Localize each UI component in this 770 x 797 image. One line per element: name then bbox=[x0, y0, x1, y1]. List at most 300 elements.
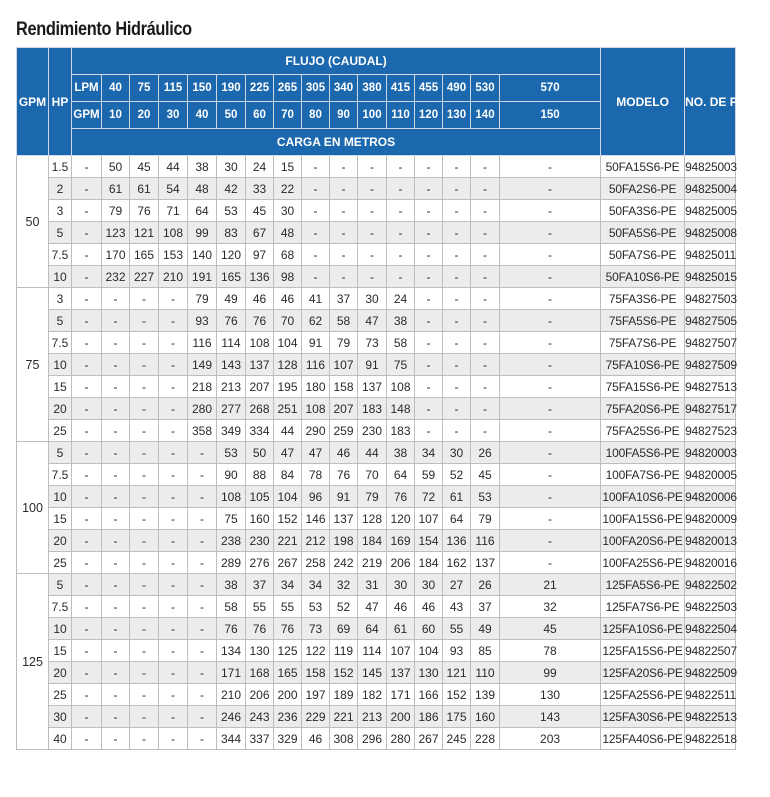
lpm-cell: - bbox=[72, 684, 102, 706]
head-value-cell: 46 bbox=[246, 288, 274, 310]
head-value-cell: 37 bbox=[330, 288, 358, 310]
head-value-cell: 37 bbox=[471, 596, 500, 618]
head-value-cell: 88 bbox=[246, 464, 274, 486]
head-value-cell: 70 bbox=[274, 310, 302, 332]
head-value-cell: 73 bbox=[302, 618, 330, 640]
head-value-cell: - bbox=[188, 728, 217, 750]
head-value-cell: 64 bbox=[188, 200, 217, 222]
head-value-cell: - bbox=[443, 244, 471, 266]
model-cell: 100FA20S6-PE bbox=[601, 530, 685, 552]
model-cell: 75FA10S6-PE bbox=[601, 354, 685, 376]
head-value-cell: 22 bbox=[274, 178, 302, 200]
head-value-cell: 46 bbox=[274, 288, 302, 310]
head-value-cell: 110 bbox=[471, 662, 500, 684]
head-value-cell: - bbox=[415, 222, 443, 244]
head-value-cell: 15 bbox=[274, 156, 302, 178]
head-value-cell: - bbox=[130, 420, 159, 442]
head-value-cell: 76 bbox=[330, 464, 358, 486]
model-cell: 125FA10S6-PE bbox=[601, 618, 685, 640]
head-value-cell: - bbox=[500, 310, 601, 332]
table-row bbox=[17, 178, 736, 200]
head-value-cell: 218 bbox=[188, 376, 217, 398]
head-value-cell: 55 bbox=[274, 596, 302, 618]
model-cell: 75FA3S6-PE bbox=[601, 288, 685, 310]
head-value-cell: - bbox=[330, 178, 358, 200]
hp-cell: 20 bbox=[49, 530, 72, 552]
hp-cell: 5 bbox=[49, 574, 72, 596]
head-value-cell: 32 bbox=[500, 596, 601, 618]
head-value-cell: - bbox=[130, 332, 159, 354]
lpm-cell: - bbox=[72, 420, 102, 442]
part-number-cell: 94822502 bbox=[685, 574, 736, 596]
head-value-cell: 136 bbox=[443, 530, 471, 552]
head-value-cell: - bbox=[130, 310, 159, 332]
lpm-cell: - bbox=[72, 288, 102, 310]
head-value-cell: 165 bbox=[274, 662, 302, 684]
model-cell: 50FA15S6-PE bbox=[601, 156, 685, 178]
part-number-cell: 94827517 bbox=[685, 398, 736, 420]
head-value-cell: 98 bbox=[274, 266, 302, 288]
head-value-cell: 171 bbox=[387, 684, 415, 706]
head-value-cell: 104 bbox=[415, 640, 443, 662]
table-row bbox=[17, 288, 736, 310]
head-value-cell: - bbox=[330, 266, 358, 288]
table-row bbox=[17, 332, 736, 354]
head-value-cell: - bbox=[471, 200, 500, 222]
head-value-cell: 107 bbox=[387, 640, 415, 662]
head-value-cell: 47 bbox=[358, 596, 387, 618]
head-value-cell: 349 bbox=[217, 420, 246, 442]
head-value-cell: - bbox=[188, 464, 217, 486]
head-value-cell: - bbox=[159, 552, 188, 574]
part-number-cell: 94822518 bbox=[685, 728, 736, 750]
model-cell: 100FA15S6-PE bbox=[601, 508, 685, 530]
head-value-cell: - bbox=[188, 530, 217, 552]
part-number-cell: 94822511 bbox=[685, 684, 736, 706]
part-number-cell: 94820013 bbox=[685, 530, 736, 552]
head-value-cell: - bbox=[415, 332, 443, 354]
gpm-value-header: 70 bbox=[274, 102, 302, 129]
head-value-cell: - bbox=[500, 530, 601, 552]
head-value-cell: 160 bbox=[246, 508, 274, 530]
head-value-cell: 64 bbox=[358, 618, 387, 640]
model-cell: 50FA5S6-PE bbox=[601, 222, 685, 244]
head-value-cell: - bbox=[387, 244, 415, 266]
model-cell: 100FA5S6-PE bbox=[601, 442, 685, 464]
head-value-cell: 91 bbox=[302, 332, 330, 354]
part-number-cell: 94825004 bbox=[685, 178, 736, 200]
head-value-cell: 116 bbox=[302, 354, 330, 376]
head-value-cell: - bbox=[102, 684, 130, 706]
gpm-group-cell: 125 bbox=[17, 574, 49, 750]
head-value-cell: 46 bbox=[387, 596, 415, 618]
lpm-value-header: 380 bbox=[358, 75, 387, 102]
lpm-cell: - bbox=[72, 728, 102, 750]
head-value-cell: 90 bbox=[217, 464, 246, 486]
head-value-cell: 91 bbox=[358, 354, 387, 376]
head-value-cell: - bbox=[102, 420, 130, 442]
hp-cell: 25 bbox=[49, 684, 72, 706]
head-value-cell: - bbox=[130, 552, 159, 574]
head-value-cell: 143 bbox=[217, 354, 246, 376]
lpm-cell: - bbox=[72, 706, 102, 728]
head-value-cell: 60 bbox=[415, 618, 443, 640]
head-value-cell: - bbox=[130, 618, 159, 640]
head-header: CARGA EN METROS bbox=[72, 129, 601, 156]
head-value-cell: - bbox=[102, 728, 130, 750]
head-value-cell: - bbox=[188, 640, 217, 662]
head-value-cell: 96 bbox=[302, 486, 330, 508]
head-value-cell: - bbox=[330, 156, 358, 178]
lpm-cell: - bbox=[72, 640, 102, 662]
head-value-cell: - bbox=[130, 442, 159, 464]
table-row bbox=[17, 156, 736, 178]
head-value-cell: - bbox=[302, 156, 330, 178]
head-value-cell: - bbox=[415, 266, 443, 288]
head-value-cell: - bbox=[159, 508, 188, 530]
head-value-cell: - bbox=[500, 442, 601, 464]
head-value-cell: - bbox=[387, 178, 415, 200]
model-cell: 125FA30S6-PE bbox=[601, 706, 685, 728]
head-value-cell: 139 bbox=[471, 684, 500, 706]
gpm-value-header: 20 bbox=[130, 102, 159, 129]
head-value-cell: 125 bbox=[274, 640, 302, 662]
head-value-cell: 158 bbox=[330, 376, 358, 398]
head-value-cell: 45 bbox=[246, 200, 274, 222]
head-value-cell: 206 bbox=[246, 684, 274, 706]
head-value-cell: 122 bbox=[302, 640, 330, 662]
head-value-cell: 47 bbox=[274, 442, 302, 464]
part-number-cell: 94822507 bbox=[685, 640, 736, 662]
part-number-cell: 94822504 bbox=[685, 618, 736, 640]
hp-cell: 3 bbox=[49, 200, 72, 222]
head-value-cell: 30 bbox=[217, 156, 246, 178]
head-value-cell: - bbox=[415, 200, 443, 222]
lpm-cell: - bbox=[72, 508, 102, 530]
head-value-cell: 49 bbox=[217, 288, 246, 310]
hp-cell: 7.5 bbox=[49, 332, 72, 354]
head-value-cell: - bbox=[500, 376, 601, 398]
head-value-cell: 280 bbox=[188, 398, 217, 420]
head-value-cell: 50 bbox=[246, 442, 274, 464]
head-value-cell: 75 bbox=[387, 354, 415, 376]
lpm-cell: - bbox=[72, 398, 102, 420]
head-value-cell: - bbox=[500, 420, 601, 442]
table-row bbox=[17, 398, 736, 420]
head-value-cell: - bbox=[471, 288, 500, 310]
head-value-cell: - bbox=[159, 640, 188, 662]
head-value-cell: 276 bbox=[246, 552, 274, 574]
lpm-cell: - bbox=[72, 222, 102, 244]
head-value-cell: - bbox=[188, 618, 217, 640]
head-value-cell: 337 bbox=[246, 728, 274, 750]
head-value-cell: 30 bbox=[358, 288, 387, 310]
lpm-cell: - bbox=[72, 574, 102, 596]
gpm-group-cell: 100 bbox=[17, 442, 49, 574]
head-value-cell: 26 bbox=[471, 442, 500, 464]
head-value-cell: 116 bbox=[471, 530, 500, 552]
hp-cell: 40 bbox=[49, 728, 72, 750]
model-cell: 75FA7S6-PE bbox=[601, 332, 685, 354]
head-value-cell: 53 bbox=[217, 442, 246, 464]
head-value-cell: - bbox=[415, 156, 443, 178]
lpm-cell: - bbox=[72, 354, 102, 376]
table-row bbox=[17, 552, 736, 574]
head-value-cell: 45 bbox=[130, 156, 159, 178]
gpm-value-header: 100 bbox=[358, 102, 387, 129]
head-value-cell: 62 bbox=[302, 310, 330, 332]
head-value-cell: - bbox=[500, 178, 601, 200]
lpm-value-header: 225 bbox=[246, 75, 274, 102]
hp-cell: 10 bbox=[49, 354, 72, 376]
head-value-cell: - bbox=[130, 728, 159, 750]
model-cell: 75FA5S6-PE bbox=[601, 310, 685, 332]
part-number-cell: 94825011 bbox=[685, 244, 736, 266]
head-value-cell: 91 bbox=[330, 486, 358, 508]
head-value-cell: 108 bbox=[302, 398, 330, 420]
head-value-cell: - bbox=[188, 662, 217, 684]
head-value-cell: 290 bbox=[302, 420, 330, 442]
head-value-cell: 137 bbox=[387, 662, 415, 684]
head-value-cell: 197 bbox=[302, 684, 330, 706]
model-cell: 75FA20S6-PE bbox=[601, 398, 685, 420]
part-number-cell: 94820006 bbox=[685, 486, 736, 508]
head-value-cell: 182 bbox=[358, 684, 387, 706]
hp-cell: 20 bbox=[49, 398, 72, 420]
lpm-value-header: 75 bbox=[130, 75, 159, 102]
lpm-value-header: 40 bbox=[102, 75, 130, 102]
head-value-cell: 76 bbox=[246, 310, 274, 332]
lpm-cell: - bbox=[72, 442, 102, 464]
model-cell: 75FA15S6-PE bbox=[601, 376, 685, 398]
head-value-cell: 243 bbox=[246, 706, 274, 728]
head-value-cell: 58 bbox=[217, 596, 246, 618]
hp-cell: 25 bbox=[49, 420, 72, 442]
head-value-cell: 189 bbox=[330, 684, 358, 706]
head-value-cell: 128 bbox=[274, 354, 302, 376]
part-number-cell: 94822503 bbox=[685, 596, 736, 618]
head-value-cell: 140 bbox=[188, 244, 217, 266]
head-value-cell: 48 bbox=[188, 178, 217, 200]
head-value-cell: - bbox=[471, 266, 500, 288]
lpm-value-header: 490 bbox=[443, 75, 471, 102]
head-value-cell: 168 bbox=[246, 662, 274, 684]
lpm-cell: - bbox=[72, 662, 102, 684]
head-value-cell: - bbox=[443, 420, 471, 442]
head-value-cell: 61 bbox=[130, 178, 159, 200]
head-value-cell: 171 bbox=[217, 662, 246, 684]
head-value-cell: 158 bbox=[302, 662, 330, 684]
gpm-value-header: 130 bbox=[443, 102, 471, 129]
head-value-cell: 198 bbox=[330, 530, 358, 552]
head-value-cell: - bbox=[358, 222, 387, 244]
head-value-cell: - bbox=[500, 244, 601, 266]
head-value-cell: 75 bbox=[217, 508, 246, 530]
head-value-cell: - bbox=[159, 486, 188, 508]
lpm-value-header: 340 bbox=[330, 75, 358, 102]
head-value-cell: - bbox=[188, 442, 217, 464]
head-value-cell: 76 bbox=[246, 618, 274, 640]
head-value-cell: 44 bbox=[358, 442, 387, 464]
head-value-cell: 79 bbox=[188, 288, 217, 310]
model-cell: 125FA20S6-PE bbox=[601, 662, 685, 684]
head-value-cell: - bbox=[330, 244, 358, 266]
head-value-cell: - bbox=[358, 156, 387, 178]
head-value-cell: 183 bbox=[358, 398, 387, 420]
head-value-cell: - bbox=[159, 684, 188, 706]
table-row bbox=[17, 728, 736, 750]
head-value-cell: - bbox=[387, 222, 415, 244]
head-value-cell: - bbox=[500, 156, 601, 178]
head-value-cell: 213 bbox=[358, 706, 387, 728]
table-row bbox=[17, 574, 736, 596]
table-body bbox=[17, 156, 736, 750]
head-value-cell: - bbox=[159, 310, 188, 332]
head-value-cell: 183 bbox=[387, 420, 415, 442]
table-row bbox=[17, 266, 736, 288]
head-value-cell: 166 bbox=[415, 684, 443, 706]
head-value-cell: - bbox=[102, 574, 130, 596]
model-cell: 125FA7S6-PE bbox=[601, 596, 685, 618]
hp-cell: 30 bbox=[49, 706, 72, 728]
head-value-cell: 30 bbox=[415, 574, 443, 596]
head-value-cell: - bbox=[358, 244, 387, 266]
head-value-cell: - bbox=[302, 200, 330, 222]
head-value-cell: 137 bbox=[330, 508, 358, 530]
gpm-value-header: 150 bbox=[500, 102, 601, 129]
head-value-cell: 71 bbox=[159, 200, 188, 222]
lpm-cell: - bbox=[72, 266, 102, 288]
part-number-cell: 94825015 bbox=[685, 266, 736, 288]
part-number-cell: 94820016 bbox=[685, 552, 736, 574]
head-value-cell: 50 bbox=[102, 156, 130, 178]
head-value-cell: 37 bbox=[246, 574, 274, 596]
head-value-cell: 76 bbox=[387, 486, 415, 508]
table-row bbox=[17, 354, 736, 376]
lpm-cell: - bbox=[72, 552, 102, 574]
head-value-cell: - bbox=[471, 310, 500, 332]
head-value-cell: 33 bbox=[246, 178, 274, 200]
model-cell: 50FA3S6-PE bbox=[601, 200, 685, 222]
head-value-cell: 42 bbox=[217, 178, 246, 200]
table-row bbox=[17, 706, 736, 728]
head-value-cell: - bbox=[159, 398, 188, 420]
table-row bbox=[17, 596, 736, 618]
head-value-cell: - bbox=[302, 244, 330, 266]
head-value-cell: 107 bbox=[415, 508, 443, 530]
model-cell: 100FA7S6-PE bbox=[601, 464, 685, 486]
lpm-cell: - bbox=[72, 244, 102, 266]
head-value-cell: 184 bbox=[358, 530, 387, 552]
head-value-cell: - bbox=[159, 530, 188, 552]
head-value-cell: - bbox=[415, 354, 443, 376]
head-value-cell: 120 bbox=[387, 508, 415, 530]
model-cell: 100FA10S6-PE bbox=[601, 486, 685, 508]
head-value-cell: - bbox=[102, 398, 130, 420]
head-value-cell: - bbox=[443, 354, 471, 376]
head-value-cell: 79 bbox=[102, 200, 130, 222]
table-row bbox=[17, 420, 736, 442]
head-value-cell: - bbox=[443, 222, 471, 244]
head-value-cell: 49 bbox=[471, 618, 500, 640]
head-value-cell: 203 bbox=[500, 728, 601, 750]
head-value-cell: - bbox=[102, 288, 130, 310]
head-value-cell: - bbox=[102, 552, 130, 574]
head-value-cell: - bbox=[330, 222, 358, 244]
head-value-cell: 206 bbox=[387, 552, 415, 574]
head-value-cell: 175 bbox=[443, 706, 471, 728]
table-header bbox=[17, 48, 770, 156]
lpm-value-header: 150 bbox=[188, 75, 217, 102]
head-value-cell: 308 bbox=[330, 728, 358, 750]
head-value-cell: - bbox=[188, 552, 217, 574]
head-value-cell: 38 bbox=[387, 442, 415, 464]
head-value-cell: - bbox=[102, 530, 130, 552]
head-value-cell: 31 bbox=[358, 574, 387, 596]
head-value-cell: 148 bbox=[387, 398, 415, 420]
lpm-value-header: 190 bbox=[217, 75, 246, 102]
table-row bbox=[17, 200, 736, 222]
head-value-cell: - bbox=[130, 706, 159, 728]
head-value-cell: - bbox=[471, 420, 500, 442]
head-value-cell: - bbox=[159, 618, 188, 640]
table-row bbox=[17, 618, 736, 640]
head-value-cell: 68 bbox=[274, 244, 302, 266]
head-value-cell: - bbox=[471, 156, 500, 178]
head-value-cell: 114 bbox=[217, 332, 246, 354]
part-number-cell: 94827513 bbox=[685, 376, 736, 398]
head-value-cell: 97 bbox=[246, 244, 274, 266]
head-value-cell: 34 bbox=[415, 442, 443, 464]
hp-cell: 10 bbox=[49, 618, 72, 640]
head-value-cell: 107 bbox=[330, 354, 358, 376]
head-value-cell: - bbox=[102, 596, 130, 618]
part-number-cell: 94827505 bbox=[685, 310, 736, 332]
head-value-cell: - bbox=[500, 288, 601, 310]
head-value-cell: 41 bbox=[302, 288, 330, 310]
head-value-cell: 137 bbox=[246, 354, 274, 376]
model-cell: 100FA25S6-PE bbox=[601, 552, 685, 574]
table-row bbox=[17, 442, 736, 464]
head-value-cell: 34 bbox=[274, 574, 302, 596]
head-value-cell: 78 bbox=[302, 464, 330, 486]
head-value-cell: - bbox=[130, 288, 159, 310]
head-value-cell: 70 bbox=[358, 464, 387, 486]
head-value-cell: 76 bbox=[274, 618, 302, 640]
head-value-cell: 344 bbox=[217, 728, 246, 750]
head-value-cell: 55 bbox=[443, 618, 471, 640]
gpm-group-cell: 75 bbox=[17, 288, 49, 442]
lpm-cell: - bbox=[72, 530, 102, 552]
model-header: MODELO bbox=[601, 48, 685, 156]
gpm-header: GPM bbox=[17, 48, 49, 156]
head-value-cell: 267 bbox=[274, 552, 302, 574]
head-value-cell: 230 bbox=[358, 420, 387, 442]
part-number-cell: 94827509 bbox=[685, 354, 736, 376]
head-value-cell: 46 bbox=[302, 728, 330, 750]
head-value-cell: 73 bbox=[358, 332, 387, 354]
head-value-cell: 251 bbox=[274, 398, 302, 420]
model-cell: 50FA10S6-PE bbox=[601, 266, 685, 288]
head-value-cell: 238 bbox=[217, 530, 246, 552]
head-value-cell: - bbox=[443, 178, 471, 200]
gpm-value-header: 140 bbox=[471, 102, 500, 129]
head-value-cell: - bbox=[500, 464, 601, 486]
head-value-cell: 184 bbox=[415, 552, 443, 574]
gpm-value-header: 80 bbox=[302, 102, 330, 129]
model-cell: 50FA7S6-PE bbox=[601, 244, 685, 266]
head-value-cell: 289 bbox=[217, 552, 246, 574]
